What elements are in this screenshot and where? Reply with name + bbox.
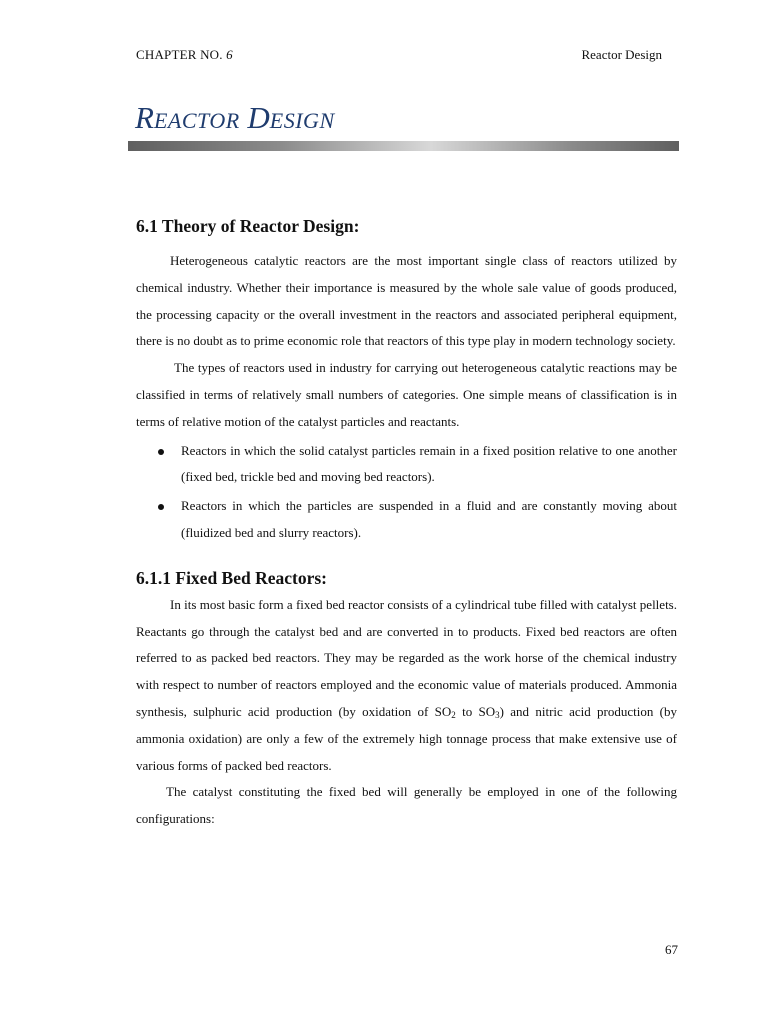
section-heading-6-1-1: 6.1.1 Fixed Bed Reactors: (136, 567, 328, 588)
chapter-title (135, 100, 335, 139)
bullet-list (136, 438, 677, 547)
title-divider (128, 141, 679, 151)
chapter-label: CHAPTER NO. (136, 47, 223, 62)
bullet-icon (158, 504, 164, 510)
title-initial-d: D (247, 100, 270, 135)
bullet-text: Reactors in which the solid catalyst particles remain in a fixed position relative to one another (fixed bed, trickle bed and moving bed reactors). (181, 442, 677, 485)
fixed-bed-text-b: to SO (455, 703, 496, 719)
subscript-2: 2 (451, 709, 456, 720)
running-header-section: Reactor Design (581, 47, 662, 62)
paragraph-types: The types of reactors used in industry for carrying out heterogeneous catalytic reactions may be classified in terms of relatively small numbers of categories. One simple means of classification is in terms of relative motion of the catalyst particles and reactants. (136, 360, 677, 429)
page-body (136, 212, 677, 833)
fixed-bed-text-c: ) and nitric acid production (by ammonia oxidation) are only a few of the extremely high tonnage process that make extensive use of various forms of packed bed reactors. (136, 703, 677, 773)
fixed-bed-text-a: In its most basic form a fixed bed reactor consists of a cylindrical tube filled with catalyst pellets. Reactants go through the catalyst bed and are converted in to products. Fixed bed reactors are often referred to as packed bed reactors. They may be regarded as the work horse of the chemical industry with respect to number of reactors employed and the economic value of materials produced. Ammonia synthesis, sulphuric acid production (by oxidation of SO (136, 596, 677, 719)
page-number: 67 (665, 942, 678, 957)
bullet-icon (158, 449, 164, 455)
paragraph-heterogeneous: Heterogeneous catalytic reactors are the most important single class of reactors utilized by chemical industry. Whether their importance is measured by the whole sale value of goods produced, the processing capacity or the overall investment in the reactors and associated peripheral equipment, there is no doubt as to prime economic role that reactors of this type play in modern technology society. (136, 253, 677, 349)
bullet-item (136, 438, 677, 492)
section-heading-6-1: 6.1 Theory of Reactor Design: (136, 216, 360, 236)
chapter-number: 6 (226, 47, 233, 62)
bullet-text: Reactors in which the particles are suspended in a fluid and are constantly moving about (fluidized bed and slurry reactors). (181, 498, 677, 540)
running-header-chapter (136, 47, 233, 63)
bullet-item (136, 493, 677, 547)
paragraph-fixed-bed (136, 592, 677, 780)
paragraph-catalyst: The catalyst constituting the fixed bed will generally be employed in one of the following configurations: (136, 784, 677, 827)
title-rest-eactor: EACTOR (153, 108, 240, 133)
title-initial-r: R (135, 100, 154, 135)
title-rest-esign: ESIGN (269, 108, 335, 133)
subscript-3: 3 (495, 709, 500, 720)
